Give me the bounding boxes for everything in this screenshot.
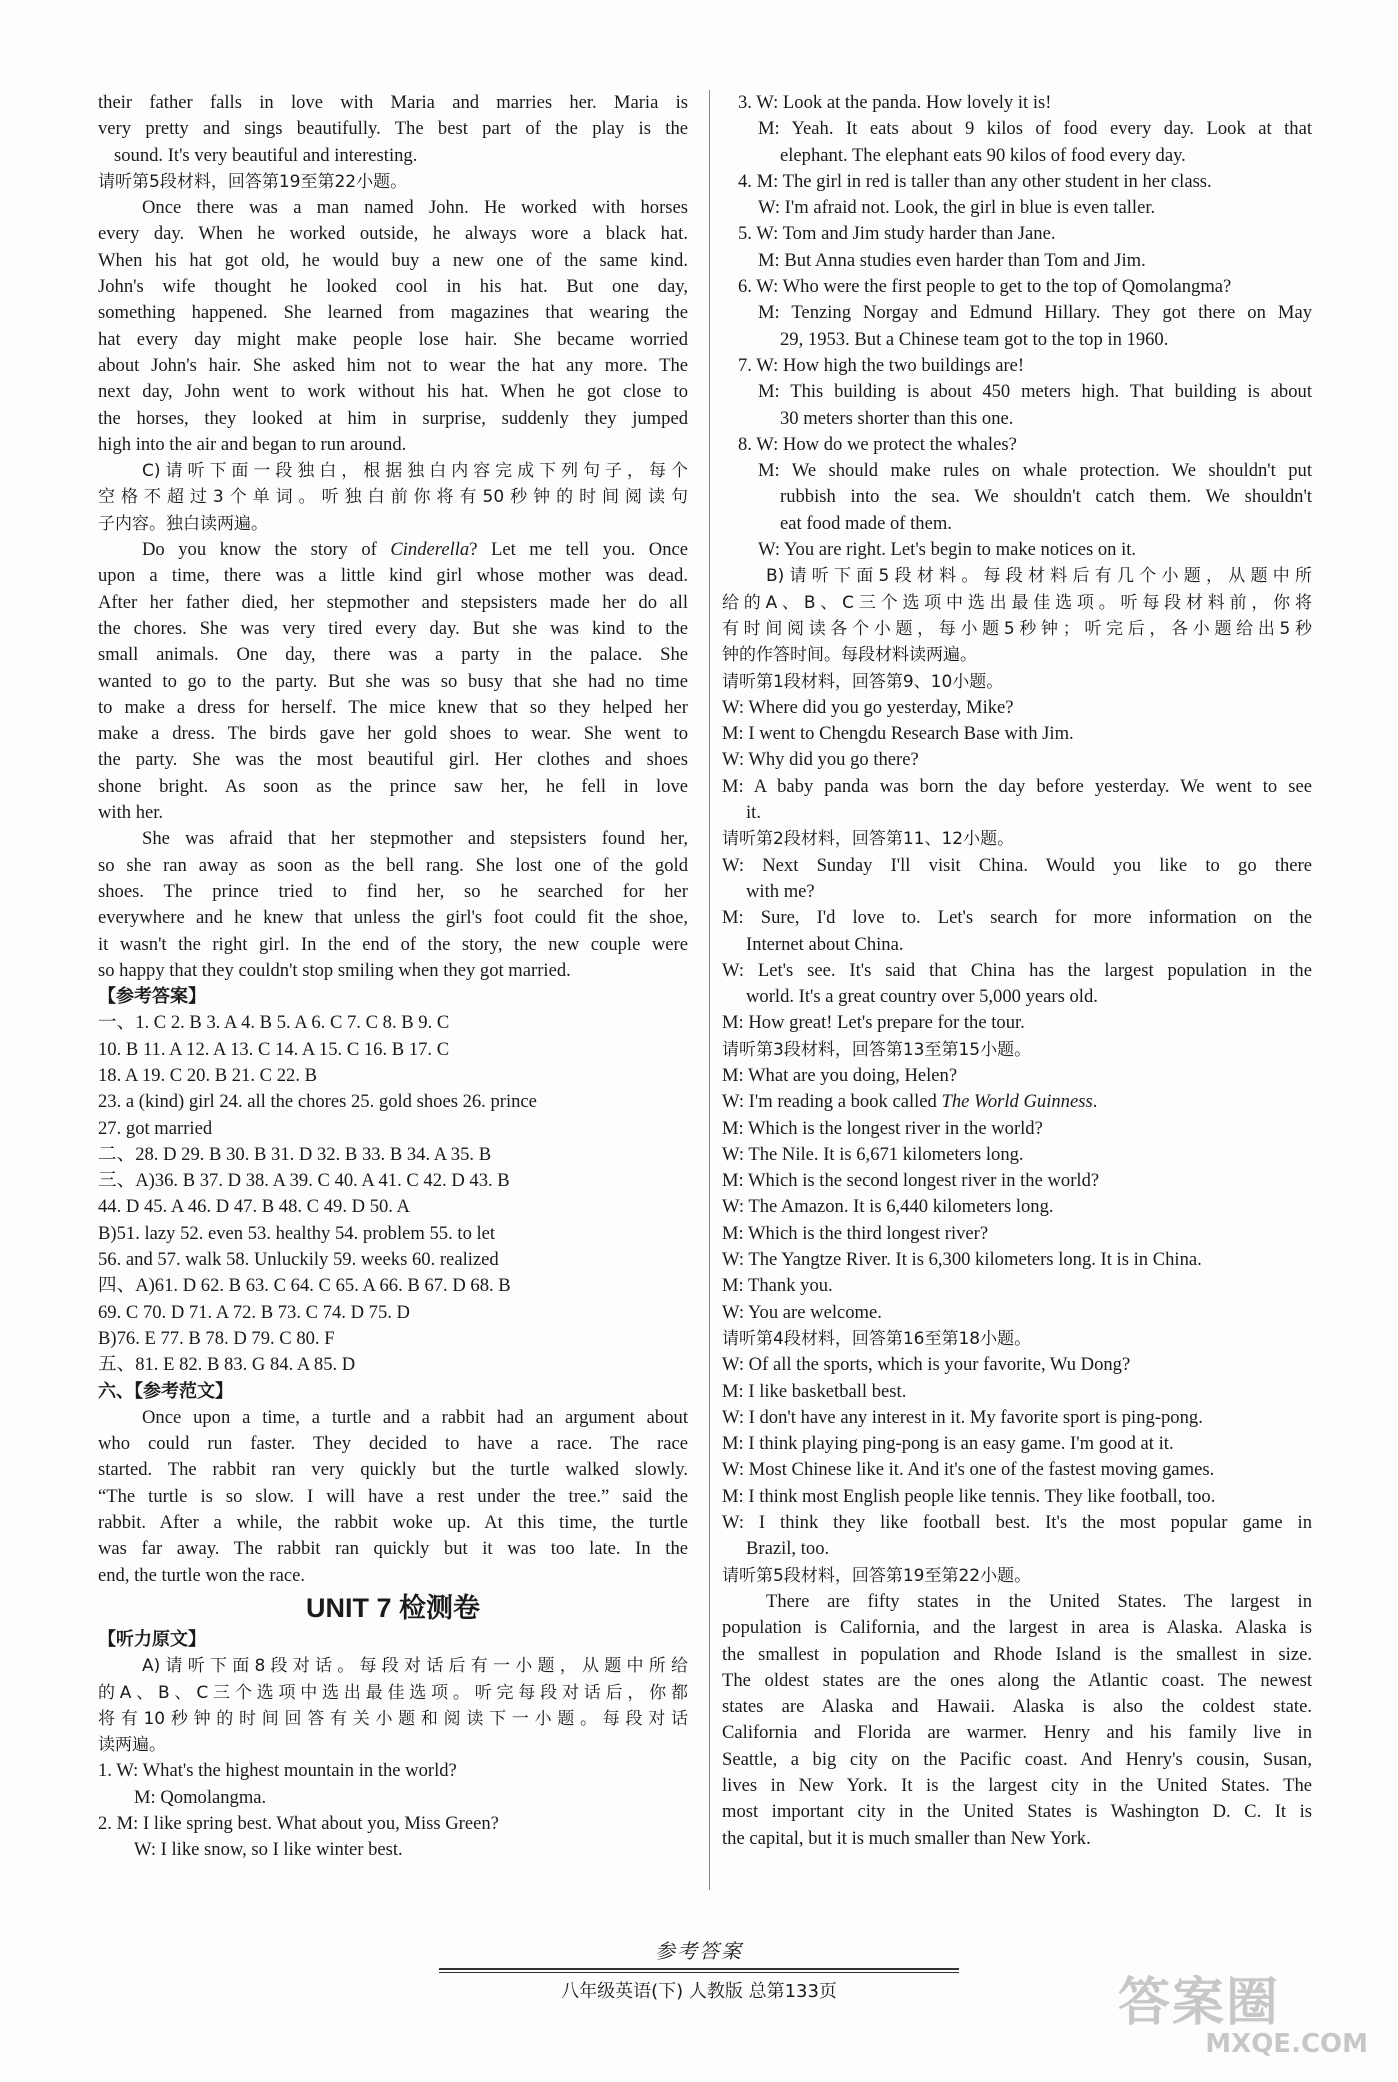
text-line: high into the air and began to run around. <box>98 433 407 455</box>
footer-title: 参考答案 <box>655 1939 743 1963</box>
dialog-line: 7. W: How high the two buildings are! <box>738 354 1025 376</box>
text-line: shone bright. As soon as the prince saw her, he fell in love <box>98 775 688 797</box>
dialog-line: M: A baby panda was born the day before yesterday. We went to see <box>722 775 1312 797</box>
dialog-line: M: Which is the second longest river in the world? <box>722 1170 1100 1192</box>
dialog-line: M: I like basketball best. <box>722 1380 907 1402</box>
text-line: 有时间阅读各个小题，每小题5秒钟；听完后，各小题给出5秒 <box>722 618 1312 639</box>
dialog-line: elephant. The elephant eats 90 kilos of food every day. <box>780 144 1186 166</box>
essay-heading: 六、【参考范文】 <box>98 1380 233 1402</box>
dialog-line: M: Which is the third longest river? <box>722 1222 989 1244</box>
answer-line: 四、A)61. D 62. B 63. C 64. C 65. A 66. B 67. D 68. B <box>98 1275 511 1297</box>
text-line: it wasn't the right girl. In the end of the story, the new couple were <box>98 933 688 955</box>
dialog-line: W: You are right. Let's begin to make notices on it. <box>758 539 1137 561</box>
model-essay <box>98 1405 688 1589</box>
dialog-line: W: I'm afraid not. Look, the girl in blue is even taller. <box>758 197 1156 219</box>
text-line: “The turtle is so slow. I will have a rest under the tree.” said the <box>98 1485 688 1507</box>
text-line: the horses, they looked at him in surprise, suddenly they jumped <box>98 407 688 429</box>
dialog-line: with me? <box>746 880 815 902</box>
dialog-line: M: Thank you. <box>722 1275 833 1297</box>
watermark-url: MXQE.COM <box>1205 2029 1368 2059</box>
dialog-list-continued <box>722 90 1312 563</box>
intro-paragraph <box>98 90 688 169</box>
dialog-line: 6. W: Who were the first people to get to the top of Qomolangma? <box>738 276 1232 298</box>
section-heading: 请听第3段材料，回答第13至第15小题。 <box>722 1039 1032 1060</box>
answer-line: B)51. lazy 52. even 53. healthy 54. problem 55. to let <box>98 1222 496 1244</box>
column-divider <box>709 90 710 1890</box>
dialog-line: 8. W: How do we protect the whales? <box>738 433 1017 455</box>
dialog-line: 2. M: I like spring best. What about you, Miss Green? <box>98 1813 499 1834</box>
text-line: something happened. She learned from magazines that wearing the <box>98 302 688 324</box>
dialog-line: M: This building is about 450 meters high. That building is about <box>758 381 1312 403</box>
text-line: end, the turtle won the race. <box>98 1564 306 1586</box>
text-line: California and Florida are warmer. Henry and his family live in <box>722 1722 1312 1744</box>
answer-line: B)76. E 77. B 78. D 79. C 80. F <box>98 1327 335 1349</box>
dialog-line: 3. W: Look at the panda. How lovely it is! <box>738 92 1052 113</box>
text-line: 给的A、B、C三个选项中选出最佳选项。听每段材料前，你将 <box>722 592 1312 613</box>
dialog-line: it. <box>746 802 761 824</box>
text-line: so happy that they couldn't stop smiling when they got married. <box>98 959 571 981</box>
dialog-line: M: Which is the longest river in the world? <box>722 1117 1043 1139</box>
section-b-instructions <box>722 563 1312 668</box>
dialog-line: W: The Nile. It is 6,671 kilometers long. <box>722 1143 1024 1165</box>
footer-rule <box>439 1968 959 1973</box>
text-line: lives in New York. It is the largest city in the United States. The <box>722 1775 1312 1796</box>
answer-line: 18. A 19. C 20. B 21. C 22. B <box>98 1064 318 1086</box>
section-heading: 请听第4段材料，回答第16至第18小题。 <box>722 1328 1032 1349</box>
text-line: The oldest states are the ones along the Atlantic coast. The newest <box>722 1669 1312 1691</box>
text-line: She was afraid that her stepmother and stepsisters found her, <box>142 828 688 850</box>
text-line: the chores. She was very tired every day. But she was kind to the <box>98 617 688 639</box>
text-line: population is California, and the largest in area is Alaska. Alaska is <box>722 1617 1312 1639</box>
answer-line: 44. D 45. A 46. D 47. B 48. C 49. D 50. A <box>98 1196 410 1218</box>
answer-line: 10. B 11. A 12. A 13. C 14. A 15. C 16. B 17. C <box>98 1038 450 1060</box>
dialog-line: W: The Yangtze River. It is 6,300 kilometers long. It is in China. <box>722 1249 1202 1271</box>
dialog-line: W: Next Sunday I'll visit China. Would you like to go there <box>722 854 1312 876</box>
text-line: 的A、B、C三个选项中选出最佳选项。听完每段对话后，你都 <box>98 1682 688 1703</box>
answer-line: 56. and 57. walk 58. Unluckily 59. weeks 60. realized <box>98 1249 499 1271</box>
text-line: states are Alaska and Hawaii. Alaska is also the coldest state. <box>722 1696 1312 1718</box>
dialog-line: 4. M: The girl in red is taller than any other student in her class. <box>738 170 1212 192</box>
dialog-line: M: How great! Let's prepare for the tour. <box>722 1012 1025 1034</box>
dialog-line: W: Of all the sports, which is your favorite, Wu Dong? <box>722 1354 1131 1376</box>
text-line: Seattle, a big city on the Pacific coast. And Henry's cousin, Susan, <box>722 1748 1312 1770</box>
dialog-line: 1. W: What's the highest mountain in the world? <box>98 1760 457 1782</box>
dialog-line: M: Tenzing Norgay and Edmund Hillary. They got there on May <box>758 302 1312 324</box>
dialog-line: world. It's a great country over 5,000 years old. <box>746 986 1098 1008</box>
dialog-line: M: I think playing ping-pong is an easy game. I'm good at it. <box>722 1433 1174 1455</box>
text-line: Once there was a man named John. He worked with horses <box>142 197 688 219</box>
dialog-line: 5. W: Tom and Jim study harder than Jane. <box>738 223 1056 245</box>
answer-line: 三、A)36. B 37. D 38. A 39. C 40. A 41. C 42. D 43. B <box>98 1170 510 1192</box>
dialog-line: W: You are welcome. <box>722 1301 882 1323</box>
dialog-line: W: I'm reading a book called The World Guinness. <box>722 1091 1098 1113</box>
dialog-line: M: I went to Chengdu Research Base with Jim. <box>722 723 1074 745</box>
watermark-text: 答案圈 <box>1118 1973 1281 2033</box>
text-line: 空格不超过3个单词。听独白前你将有50秒钟的时间阅读句 <box>98 487 688 508</box>
answer-line: 23. a (kind) girl 24. all the chores 25. gold shoes 26. prince <box>98 1091 537 1113</box>
answer-line: 27. got married <box>98 1117 213 1139</box>
section-heading: 请听第5段材料，回答第19至第22小题。 <box>98 171 408 192</box>
left-column <box>98 90 688 1864</box>
text-line: the smallest in population and Rhode Island is the smallest in size. <box>722 1643 1312 1665</box>
text-line: their father falls in love with Maria and marries her. Maria is <box>98 92 688 113</box>
material-5 <box>722 1589 1312 1852</box>
answer-line: 二、28. D 29. B 30. B 31. D 32. B 33. B 34. A 35. B <box>98 1143 492 1165</box>
text-line: 读两遍。 <box>98 1735 166 1756</box>
text-line: was far away. The rabbit ran quickly but it was too late. In the <box>98 1538 688 1560</box>
dialog-line: rubbish into the sea. We shouldn't catch them. We shouldn't <box>780 486 1312 508</box>
text-line: the party. She was the most beautiful girl. Her clothes and shoes <box>98 749 688 771</box>
text-line: rabbit. After a while, the rabbit woke up. At this time, the turtle <box>98 1512 688 1534</box>
text-line: very pretty and sings beautifully. The best part of the play is the <box>98 118 688 140</box>
dialog-line: M: What are you doing, Helen? <box>722 1064 958 1086</box>
story-john <box>98 195 688 458</box>
text-line: 钟的作答时间。每段材料读两遍。 <box>722 645 977 666</box>
section-c-instructions <box>98 458 688 537</box>
dialog-line: 29, 1953. But a Chinese team got to the top in 1960. <box>780 328 1169 350</box>
dialog-line: M: Qomolangma. <box>134 1786 267 1808</box>
text-line: who could run faster. They decided to have a race. The race <box>98 1433 688 1455</box>
dialog-line: W: Let's see. It's said that China has the largest population in the <box>722 959 1312 981</box>
text-line: After her father died, her stepmother and stepsisters made her do all <box>98 591 688 613</box>
text-line: 将有10秒钟的时间回答有关小题和阅读下一小题。每段对话 <box>98 1708 688 1729</box>
footer-page-info: 八年级英语(下) 人教版 总第133页 <box>561 1981 837 2002</box>
text-line: most important city in the United States is Washington D. C. It is <box>722 1801 1312 1823</box>
unit-title: UNIT 7 检测卷 <box>305 1592 480 1623</box>
text-line: make a dress. The birds gave her gold shoes to wear. She went to <box>98 723 688 745</box>
text-line: the capital, but it is much smaller than New York. <box>722 1827 1091 1849</box>
dialog-line: M: Yeah. It eats about 9 kilos of food every day. Look at that <box>758 118 1312 140</box>
watermark-logo <box>1118 1960 1368 2070</box>
dialog-line: M: We should make rules on whale protection. We shouldn't put <box>758 460 1312 482</box>
text-line: everywhere and he knew that unless the girl's foot could fit the shoe, <box>98 907 688 929</box>
text-line: to make a dress for herself. The mice knew that so they helped her <box>98 696 688 718</box>
text-line: sound. It's very beautiful and interesting. <box>114 144 418 166</box>
dialog-list <box>98 1758 688 1863</box>
text-line: small animals. One day, there was a party in the palace. She <box>98 644 688 666</box>
dialog-line: Internet about China. <box>746 933 904 955</box>
answer-line: 五、81. E 82. B 83. G 84. A 85. D <box>98 1354 356 1376</box>
text-line: C)请听下面一段独白，根据独白内容完成下列句子，每个 <box>142 461 688 482</box>
dialog-line: 30 meters shorter than this one. <box>780 407 1014 429</box>
text-line: hat every day might make people lose hair. She became worried <box>98 328 688 350</box>
dialog-line: M: Sure, I'd love to. Let's search for more information on the <box>722 907 1312 929</box>
text-line: wanted to go to the party. But she was so busy that she had no time <box>98 670 688 692</box>
dialog-line: M: But Anna studies even harder than Tom and Jim. <box>758 249 1146 271</box>
dialog-line: eat food made of them. <box>780 512 952 534</box>
text-line: John's wife thought he looked cool in his hat. But one day, <box>98 276 688 298</box>
material-3 <box>722 1063 1312 1326</box>
listening-heading: 【听力原文】 <box>98 1628 206 1650</box>
text-line: There are fifty states in the United States. The largest in <box>766 1590 1312 1612</box>
dialog-line: M: I think most English people like tennis. They like football, too. <box>722 1485 1216 1507</box>
answer-key <box>98 1010 688 1378</box>
dialog-line: Brazil, too. <box>746 1538 830 1560</box>
section-heading: 请听第2段材料，回答第11、12小题。 <box>722 829 1015 850</box>
text-line: shoes. The prince tried to find her, so he searched for her <box>98 880 688 902</box>
material-4 <box>722 1352 1312 1562</box>
dialog-line: W: I don't have any interest in it. My favorite sport is ping-pong. <box>722 1406 1203 1428</box>
section-heading: 请听第1段材料，回答第9、10小题。 <box>722 671 1004 692</box>
dialog-line: W: Why did you go there? <box>722 749 919 771</box>
dialog-line: W: Most Chinese like it. And it's one of the fastest moving games. <box>722 1459 1215 1481</box>
story-cinderella <box>98 537 688 984</box>
text-line: Once upon a time, a turtle and a rabbit had an argument about <box>142 1406 688 1428</box>
material-1 <box>722 695 1312 826</box>
text-line: so she ran away as soon as the bell rang. She lost one of the gold <box>98 854 688 876</box>
section-heading: 请听第5段材料，回答第19至第22小题。 <box>722 1565 1032 1586</box>
text-line: A)请听下面8段对话。每段对话后有一小题，从题中所给 <box>142 1656 688 1677</box>
text-line: every day. When he worked outside, he always wore a black hat. <box>98 223 688 245</box>
text-line: When his hat got old, he would buy a new one of the same kind. <box>98 249 688 271</box>
text-line: upon a time, there was a little kind girl whose mother was dead. <box>98 565 688 587</box>
section-a-instructions <box>98 1653 688 1758</box>
text-line: 子内容。独白读两遍。 <box>98 513 268 534</box>
text-line: about John's hair. She asked him not to wear the hat any more. The <box>98 354 688 376</box>
text-line: Do you know the story of Cinderella? Let me tell you. Once <box>142 539 688 561</box>
dialog-line: W: I think they like football best. It's the most popular game in <box>722 1512 1312 1534</box>
text-line: with her. <box>98 802 164 824</box>
dialog-line: W: The Amazon. It is 6,440 kilometers long. <box>722 1196 1054 1218</box>
text-line: B)请听下面5段材料。每段材料后有几个小题，从题中所 <box>766 566 1312 587</box>
answers-heading: 【参考答案】 <box>98 986 206 1008</box>
answer-line: 69. C 70. D 71. A 72. B 73. C 74. D 75. D <box>98 1301 410 1323</box>
dialog-line: W: I like snow, so I like winter best. <box>134 1839 403 1861</box>
text-line: next day, John went to work without his hat. When he got close to <box>98 381 688 403</box>
dialog-line: W: Where did you go yesterday, Mike? <box>722 696 1014 718</box>
right-column <box>722 90 1312 1852</box>
answer-line: 一、1. C 2. B 3. A 4. B 5. A 6. C 7. C 8. B 9. C <box>98 1012 450 1034</box>
text-line: started. The rabbit ran very quickly but the turtle walked slowly. <box>98 1459 688 1481</box>
material-2 <box>722 853 1312 1037</box>
